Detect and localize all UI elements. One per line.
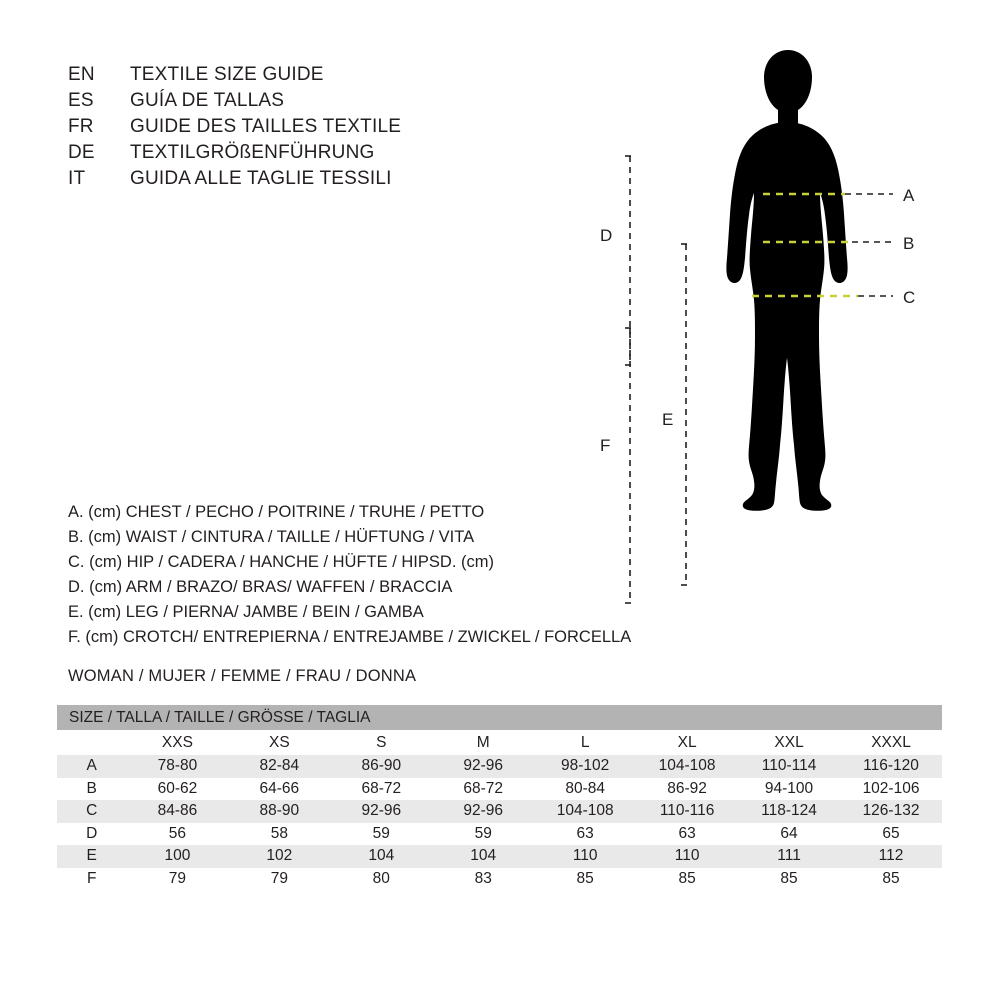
bracket-e [681,244,692,585]
cell-c-m: 92-96 [432,800,534,823]
table-header-row [57,705,942,730]
cell-d-s: 59 [330,823,432,846]
cell-f-xs: 79 [228,868,330,891]
table-row [57,868,942,891]
cell-a-s: 86-90 [330,755,432,778]
cell-a-m: 92-96 [432,755,534,778]
cell-c-xxs: 84-86 [126,800,228,823]
title-block [68,64,401,194]
title-lang-fr: FR [68,116,94,137]
title-row [68,168,401,194]
marker-label-f: F [600,436,611,455]
column-header-l: L [534,730,636,755]
cell-b-l: 80-84 [534,778,636,801]
legend-item-d: D. (cm) ARM / BRAZO/ BRAS/ WAFFEN / BRACCIA [68,578,453,596]
title-row [68,142,401,168]
cell-d-xl: 63 [636,823,738,846]
table-row [57,778,942,801]
cell-f-s: 80 [330,868,432,891]
cell-e-xs: 102 [228,845,330,868]
legend-item-b: B. (cm) WAIST / CINTURA / TAILLE / HÜFTUNG / VITA [68,528,475,546]
table-column-row [57,730,942,755]
column-header-xl: XL [636,730,738,755]
female-silhouette-diagram [600,40,960,620]
title-row [68,90,401,116]
measurement-legend [68,500,631,650]
title-row [68,116,401,142]
title-lang-en: EN [68,64,95,85]
silhouette-shape [726,50,847,511]
cell-e-xl: 110 [636,845,738,868]
cell-c-s: 92-96 [330,800,432,823]
cell-f-l: 85 [534,868,636,891]
cell-f-xxs: 79 [126,868,228,891]
column-header-xxl: XXL [738,730,840,755]
cell-c-xxl: 118-124 [738,800,840,823]
size-table [57,705,942,890]
cell-f-xxl: 85 [738,868,840,891]
table-row [57,755,942,778]
column-header-blank [57,730,126,755]
table-row [57,823,942,846]
row-label-e: E [57,845,126,868]
cell-c-xl: 110-116 [636,800,738,823]
title-text-fr: GUIDE DES TAILLES TEXTILE [130,116,402,137]
bracket-f [625,328,636,603]
title-lang-es: ES [68,90,94,111]
size-table-wrap [57,705,942,890]
cell-c-xs: 88-90 [228,800,330,823]
cell-d-xs: 58 [228,823,330,846]
row-label-a: A [57,755,126,778]
legend-item-a: A. (cm) CHEST / PECHO / POITRINE / TRUHE / PETTO [68,503,485,521]
cell-d-xxs: 56 [126,823,228,846]
callout-lines [845,194,893,296]
column-header-xxs: XXS [126,730,228,755]
title-lang-de: DE [68,142,95,163]
row-label-d: D [57,823,126,846]
column-header-xs: XS [228,730,330,755]
cell-a-xl: 104-108 [636,755,738,778]
title-text-de: TEXTILGRÖßENFÜHRUNG [130,142,375,163]
cell-a-xxl: 110-114 [738,755,840,778]
title-text-es: GUÍA DE TALLAS [130,90,285,111]
cell-f-m: 83 [432,868,534,891]
column-header-m: M [432,730,534,755]
legend-item-f: F. (cm) CROTCH/ ENTREPIERNA / ENTREJAMBE / ZWICKEL / FORCELLA [68,628,632,646]
legend-item-c: C. (cm) HIP / CADERA / HANCHE / HÜFTE / HIPSD. (cm) [68,553,494,571]
column-header-s: S [330,730,432,755]
cell-b-m: 68-72 [432,778,534,801]
table-row [57,845,942,868]
cell-b-s: 68-72 [330,778,432,801]
cell-d-xxl: 64 [738,823,840,846]
cell-b-xxl: 94-100 [738,778,840,801]
cell-f-xl: 85 [636,868,738,891]
table-header-label: SIZE / TALLA / TAILLE / GRÖSSE / TAGLIA [57,705,942,730]
cell-d-l: 63 [534,823,636,846]
silhouette-svg [600,40,960,620]
row-label-b: B [57,778,126,801]
cell-c-l: 104-108 [534,800,636,823]
cell-a-xxxl: 116-120 [840,755,942,778]
cell-b-xxxl: 102-106 [840,778,942,801]
cell-e-m: 104 [432,845,534,868]
title-text-it: GUIDA ALLE TAGLIE TESSILI [130,168,392,189]
cell-a-l: 98-102 [534,755,636,778]
cell-d-xxxl: 65 [840,823,942,846]
cell-a-xs: 82-84 [228,755,330,778]
cell-b-xs: 64-66 [228,778,330,801]
cell-c-xxxl: 126-132 [840,800,942,823]
marker-label-b: B [903,234,915,253]
marker-label-e: E [662,410,674,429]
cell-d-m: 59 [432,823,534,846]
cell-f-xxxl: 85 [840,868,942,891]
cell-e-xxxl: 112 [840,845,942,868]
marker-label-a: A [903,186,915,205]
cell-e-l: 110 [534,845,636,868]
marker-label-d: D [600,226,613,245]
cell-b-xxs: 60-62 [126,778,228,801]
marker-label-c: C [903,288,916,307]
title-lang-it: IT [68,168,86,189]
cell-e-xxl: 111 [738,845,840,868]
title-text-en: TEXTILE SIZE GUIDE [130,64,324,85]
column-header-xxxl: XXXL [840,730,942,755]
row-label-c: C [57,800,126,823]
table-row [57,800,942,823]
row-label-f: F [57,868,126,891]
title-row [68,64,401,90]
group-label: WOMAN / MUJER / FEMME / FRAU / DONNA [68,667,417,685]
cell-e-xxs: 100 [126,845,228,868]
legend-item-e: E. (cm) LEG / PIERNA/ JAMBE / BEIN / GAMBA [68,603,424,621]
cell-e-s: 104 [330,845,432,868]
cell-b-xl: 86-92 [636,778,738,801]
cell-a-xxs: 78-80 [126,755,228,778]
